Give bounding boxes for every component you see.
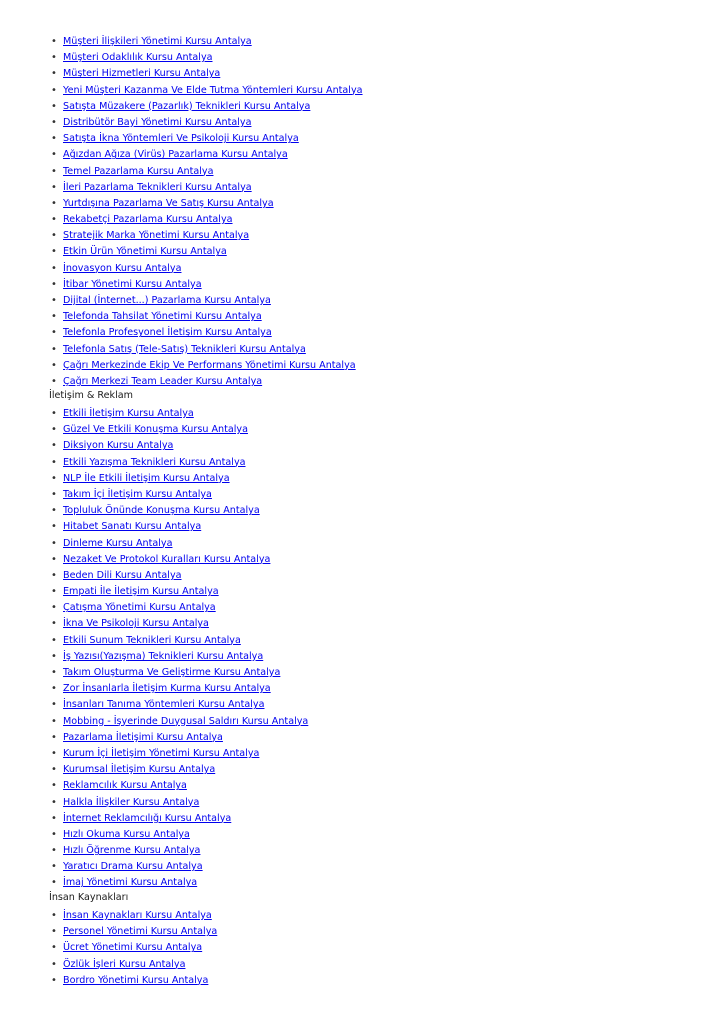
course-link[interactable]: Satışta Müzakere (Pazarlık) Teknikleri Kursu Antalya: [63, 100, 311, 112]
bullet-icon: •: [51, 942, 57, 954]
course-link[interactable]: Özlük İşleri Kursu Antalya: [63, 958, 186, 970]
bullet-icon: •: [51, 650, 57, 662]
bullet-icon: •: [51, 84, 57, 96]
course-link[interactable]: Nezaket Ve Protokol Kuralları Kursu Antalya: [63, 553, 271, 565]
course-link[interactable]: Hızlı Öğrenme Kursu Antalya: [63, 845, 201, 857]
course-list-item: [49, 293, 363, 309]
course-list-item: [49, 50, 363, 66]
course-list-item: [49, 681, 308, 697]
course-link[interactable]: Kurumsal İletişim Kursu Antalya: [63, 764, 216, 776]
course-link[interactable]: Etkili Yazışma Teknikleri Kursu Antalya: [63, 456, 246, 468]
bullet-icon: •: [51, 861, 57, 873]
bullet-icon: •: [51, 133, 57, 145]
bullet-icon: •: [51, 828, 57, 840]
bullet-icon: •: [51, 246, 57, 258]
course-list-item: [49, 99, 363, 115]
course-list-item: [49, 908, 217, 924]
bullet-icon: •: [51, 165, 57, 177]
course-list-item: [49, 552, 308, 568]
course-list-item: [49, 795, 308, 811]
bullet-icon: •: [51, 505, 57, 517]
course-link[interactable]: Empati İle İletişim Kursu Antalya: [63, 586, 219, 598]
course-list-item: [49, 811, 308, 827]
bullet-icon: •: [51, 958, 57, 970]
course-list-item: [49, 422, 308, 438]
course-list-item: [49, 519, 308, 535]
bullet-icon: •: [51, 36, 57, 47]
bullet-icon: •: [51, 278, 57, 290]
bullet-icon: •: [51, 926, 57, 938]
bullet-icon: •: [51, 747, 57, 759]
bullet-icon: •: [51, 521, 57, 533]
course-link[interactable]: Diksiyon Kursu Antalya: [63, 440, 174, 452]
bullet-icon: •: [51, 230, 57, 242]
course-link[interactable]: Temel Pazarlama Kursu Antalya: [63, 165, 214, 177]
course-link[interactable]: Bordro Yönetimi Kursu Antalya: [63, 974, 209, 986]
bullet-icon: •: [51, 214, 57, 226]
course-list-item: [49, 115, 363, 131]
bullet-icon: •: [51, 149, 57, 161]
course-list-item: [49, 309, 363, 325]
course-list-item: [49, 83, 363, 99]
course-list-item: [49, 843, 308, 859]
bullet-icon: •: [51, 359, 57, 371]
course-list-item: [49, 277, 363, 293]
course-list-item: [49, 536, 308, 552]
course-list-item: [49, 859, 308, 875]
course-link[interactable]: Kurum İçi İletişim Yönetimi Kursu Antalya: [63, 747, 260, 759]
course-link[interactable]: Çatışma Yönetimi Kursu Antalya: [63, 602, 216, 614]
course-list-item: [49, 244, 363, 260]
course-link[interactable]: Telefonla Satış (Tele-Satış) Teknikleri Kursu Antalya: [63, 343, 306, 355]
bullet-icon: •: [51, 586, 57, 598]
course-link[interactable]: Yurtdışına Pazarlama Ve Satış Kursu Antalya: [63, 197, 274, 209]
course-list-item: [49, 665, 308, 681]
course-link[interactable]: Etkili İletişim Kursu Antalya: [63, 408, 194, 419]
course-link[interactable]: Reklamcılık Kursu Antalya: [63, 780, 187, 792]
course-link[interactable]: Müşteri İlişkileri Yönetimi Kursu Antalya: [63, 36, 252, 47]
course-link[interactable]: İkna Ve Psikoloji Kursu Antalya: [63, 618, 209, 630]
course-link[interactable]: Stratejik Marka Yönetimi Kursu Antalya: [63, 230, 250, 242]
course-link[interactable]: İnsanları Tanıma Yöntemleri Kursu Antalya: [63, 699, 265, 711]
course-link[interactable]: Hitabet Sanatı Kursu Antalya: [63, 521, 202, 533]
course-list-item: [49, 342, 363, 358]
course-link[interactable]: Hızlı Okuma Kursu Antalya: [63, 828, 190, 840]
course-list-item: [49, 455, 308, 471]
section-heading-human-resources: İnsan Kaynakları: [49, 892, 129, 903]
course-list-item: [49, 325, 363, 341]
bullet-icon: •: [51, 100, 57, 112]
bullet-icon: •: [51, 488, 57, 500]
course-link[interactable]: Yaratıcı Drama Kursu Antalya: [63, 861, 203, 873]
course-link[interactable]: Rekabetçi Pazarlama Kursu Antalya: [63, 214, 233, 226]
bullet-icon: •: [51, 780, 57, 792]
course-link[interactable]: İtibar Yönetimi Kursu Antalya: [63, 278, 202, 290]
course-link[interactable]: İş Yazısı(Yazışma) Teknikleri Kursu Antalya: [63, 650, 264, 662]
course-link[interactable]: Distribütör Bayi Yönetimi Kursu Antalya: [63, 116, 252, 128]
bullet-icon: •: [51, 181, 57, 193]
course-list-item: [49, 957, 217, 973]
course-link[interactable]: Etkin Ürün Yönetimi Kursu Antalya: [63, 246, 227, 258]
course-link[interactable]: İnternet Reklamcılığı Kursu Antalya: [63, 812, 232, 824]
course-link[interactable]: Çağrı Merkezinde Ekip Ve Performans Yönetimi Kursu Antalya: [63, 359, 356, 371]
bullet-icon: •: [51, 845, 57, 857]
bullet-icon: •: [51, 197, 57, 209]
course-link[interactable]: Mobbing - İşyerinde Duygusal Saldırı Kursu Antalya: [63, 715, 309, 727]
course-list-item: [49, 973, 217, 989]
course-list-item: [49, 487, 308, 503]
course-link[interactable]: Ağızdan Ağıza (Virüs) Pazarlama Kursu Antalya: [63, 149, 288, 161]
course-list-item: [49, 584, 308, 600]
course-link[interactable]: Dijital (İnternet...) Pazarlama Kursu Antalya: [63, 295, 271, 306]
course-list-item: [49, 196, 363, 212]
course-list-item: [49, 34, 363, 50]
bullet-icon: •: [51, 424, 57, 436]
bullet-icon: •: [51, 408, 57, 419]
course-list-item: [49, 471, 308, 487]
course-link[interactable]: Zor İnsanlarla İletişim Kurma Kursu Antalya: [63, 683, 271, 695]
bullet-icon: •: [51, 812, 57, 824]
course-list-item: [49, 730, 308, 746]
course-list-item: [49, 358, 363, 374]
bullet-icon: •: [51, 262, 57, 274]
course-list-item: [49, 164, 363, 180]
course-link[interactable]: Müşteri Hizmetleri Kursu Antalya: [63, 68, 221, 80]
bullet-icon: •: [51, 731, 57, 743]
course-list-communication: [49, 406, 308, 892]
bullet-icon: •: [51, 569, 57, 581]
course-list-item: [49, 746, 308, 762]
bullet-icon: •: [51, 440, 57, 452]
course-link[interactable]: Topluluk Önünde Konuşma Kursu Antalya: [63, 505, 260, 517]
bullet-icon: •: [51, 52, 57, 64]
bullet-icon: •: [51, 910, 57, 921]
course-list-item: [49, 180, 363, 196]
bullet-icon: •: [51, 295, 57, 306]
bullet-icon: •: [51, 116, 57, 128]
bullet-icon: •: [51, 699, 57, 711]
course-list-item: [49, 568, 308, 584]
bullet-icon: •: [51, 764, 57, 776]
course-link[interactable]: Etkili Sunum Teknikleri Kursu Antalya: [63, 634, 241, 646]
course-link[interactable]: Müşteri Odaklılık Kursu Antalya: [63, 52, 213, 64]
course-list-item: [49, 228, 363, 244]
course-link[interactable]: Telefonla Profesyonel İletişim Kursu Antalya: [63, 327, 272, 339]
course-link[interactable]: İnsan Kaynakları Kursu Antalya: [63, 910, 212, 921]
course-link[interactable]: Yeni Müşteri Kazanma Ve Elde Tutma Yöntemleri Kursu Antalya: [63, 84, 363, 96]
course-list-item: [49, 633, 308, 649]
bullet-icon: •: [51, 68, 57, 80]
bullet-icon: •: [51, 537, 57, 549]
course-list-item: [49, 147, 363, 163]
bullet-icon: •: [51, 667, 57, 678]
course-list-item: [49, 762, 308, 778]
course-link[interactable]: Telefonda Tahsilat Yönetimi Kursu Antalya: [63, 311, 262, 323]
course-list-item: [49, 406, 308, 422]
course-list-sales-marketing: [49, 34, 363, 390]
course-list-item: [49, 212, 363, 228]
course-list-item: [49, 924, 217, 940]
bullet-icon: •: [51, 456, 57, 468]
bullet-icon: •: [51, 311, 57, 323]
course-link[interactable]: Güzel Ve Etkili Konuşma Kursu Antalya: [63, 424, 248, 436]
course-link[interactable]: İmaj Yönetimi Kursu Antalya: [63, 877, 198, 889]
bullet-icon: •: [51, 683, 57, 695]
bullet-icon: •: [51, 343, 57, 355]
bullet-icon: •: [51, 796, 57, 808]
course-link[interactable]: Personel Yönetimi Kursu Antalya: [63, 926, 218, 938]
bullet-icon: •: [51, 877, 57, 889]
course-link[interactable]: Pazarlama İletişimi Kursu Antalya: [63, 731, 223, 743]
course-link[interactable]: Halkla İlişkiler Kursu Antalya: [63, 796, 200, 808]
bullet-icon: •: [51, 618, 57, 630]
course-link[interactable]: Ücret Yönetimi Kursu Antalya: [63, 942, 203, 954]
course-link[interactable]: Dinleme Kursu Antalya: [63, 537, 173, 549]
section-heading-communication: İletişim & Reklam: [49, 390, 133, 401]
bullet-icon: •: [51, 472, 57, 484]
course-list-item: [49, 131, 363, 147]
bullet-icon: •: [51, 974, 57, 986]
course-list-human-resources: [49, 908, 217, 989]
course-list-item: [49, 940, 217, 956]
course-list-item: [49, 616, 308, 632]
course-link[interactable]: Satışta İkna Yöntemleri Ve Psikoloji Kursu Antalya: [63, 133, 299, 145]
course-link[interactable]: Beden Dili Kursu Antalya: [63, 569, 182, 581]
course-link[interactable]: İnovasyon Kursu Antalya: [63, 262, 182, 274]
course-list-item: [49, 778, 308, 794]
course-link[interactable]: Takım İçi İletişim Kursu Antalya: [63, 488, 212, 500]
bullet-icon: •: [51, 602, 57, 614]
course-list-item: [49, 503, 308, 519]
course-list-item: [49, 697, 308, 713]
bullet-icon: •: [51, 327, 57, 339]
course-list-item: [49, 438, 308, 454]
course-link[interactable]: Çağrı Merkezi Team Leader Kursu Antalya: [63, 375, 263, 387]
bullet-icon: •: [51, 715, 57, 727]
course-link[interactable]: Takım Oluşturma Ve Geliştirme Kursu Antalya: [63, 667, 281, 678]
course-link[interactable]: İleri Pazarlama Teknikleri Kursu Antalya: [63, 181, 252, 193]
course-list-item: [49, 827, 308, 843]
bullet-icon: •: [51, 375, 57, 387]
course-list-item: [49, 66, 363, 82]
bullet-icon: •: [51, 634, 57, 646]
course-list-item: [49, 649, 308, 665]
bullet-icon: •: [51, 553, 57, 565]
course-list-item: [49, 261, 363, 277]
course-list-item: [49, 600, 308, 616]
course-list-item: [49, 714, 308, 730]
course-link[interactable]: NLP İle Etkili İletişim Kursu Antalya: [63, 472, 230, 484]
